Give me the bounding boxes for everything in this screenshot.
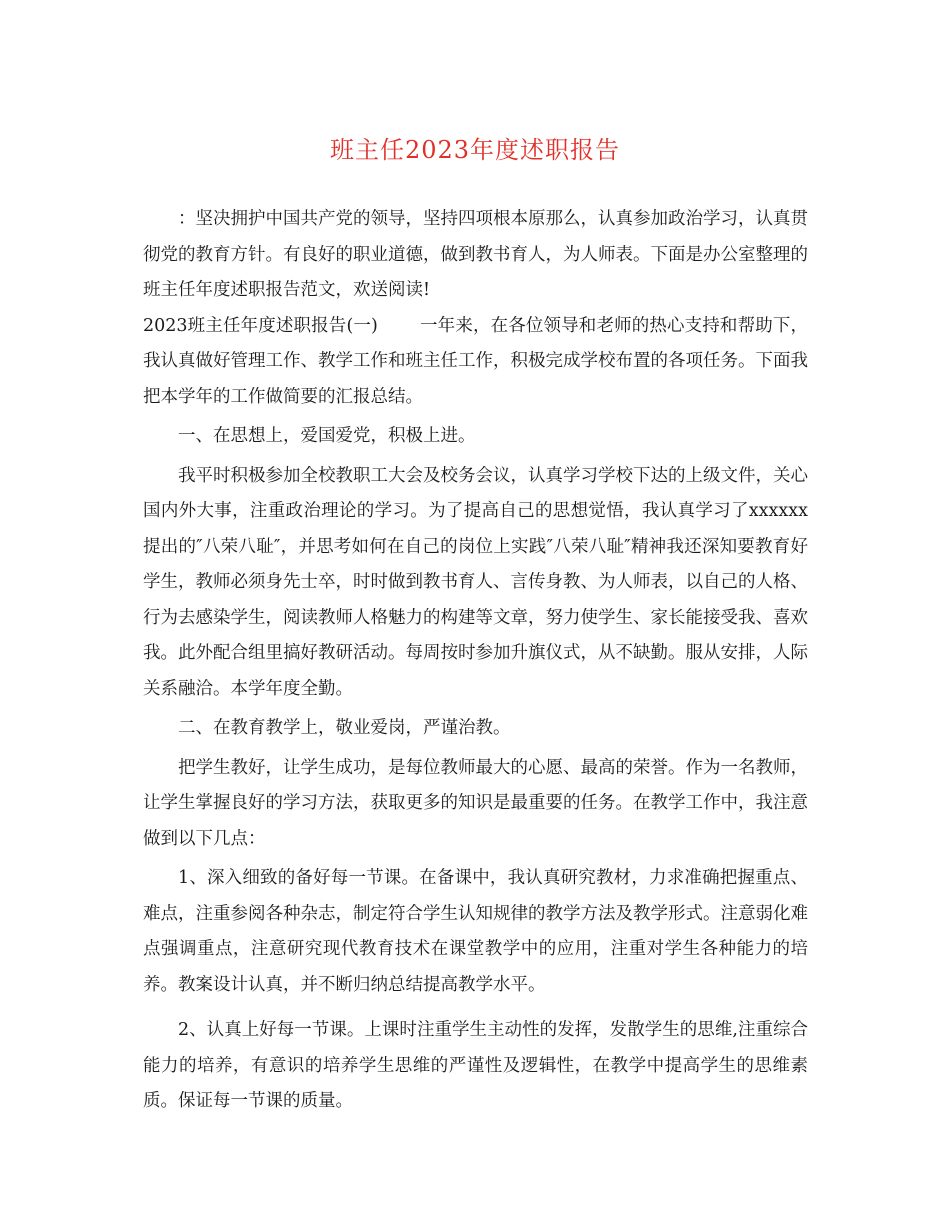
point1-paragraph: 1、深入细致的备好每一节课。在备课中，我认真研究教材，力求准确把握重点、难点，注重参阅各种杂志，制定符合学生认知规律的教学方法及教学形式。注意弱化难点强调重点，注意研究现代教育技术在课堂教学中的应用，注重对学生各种能力的培养。教案设计认真，并不断归纳总结提高教学水平。 [143, 868, 808, 995]
section1-heading: 一、在思想上，爱国爱党，积极上进。 [178, 426, 476, 446]
intro-paragraph: ：坚决拥护中国共产党的领导，坚持四项根本原那么，认真参加政治学习，认真贯彻党的教育方针。有良好的职业道德，做到教书育人，为人师表。下面是办公室整理的班主任年度述职报告范文，欢送阅读! [143, 209, 808, 300]
section2-heading: 二、在教育教学上，敬业爱岗，严谨治教。 [178, 718, 511, 738]
report-heading: 2023班主任年度述职报告(一) [143, 315, 378, 336]
document-body [143, 202, 808, 1120]
opening-text: 一年来，在各位领导和老师的热心支持和帮助下，我认真做好管理工作、教学工作和班主任工作，积极完成学校布置的各项任务。下面我把本学年的工作做简要的汇报总结。 [143, 315, 808, 407]
document-title: 班主任2023年度述职报告 [329, 136, 621, 164]
section1-body: 我平时积极参加全校教职工大会及校务会议，认真学习学校下达的上级文件，关心国内外大事，注重政治理论的学习。为了提高自己的思想觉悟，我认真学习了xxxxxx提出的″八荣八耻″，并思考如何在自己的岗位上实践″八荣八耻″精神我还深知要教育好学生，教师必须身先士卒，时时做到教书育人、言传身教、为人师表，以自己的人格、行为去感染学生，阅读教师人格魅力的构建等文章，努力使学生、家长能接受我、喜欢我。此外配合组里搞好教研活动。每周按时参加升旗仪式，从不缺勤。服从安排，人际关系融洽。本学年度全勤。 [143, 465, 808, 699]
opening-paragraph [143, 309, 808, 416]
point2-paragraph: 2、认真上好每一节课。上课时注重学生主动性的发挥，发散学生的思维,注重综合能力的培养，有意识的培养学生思维的严谨性及逻辑性，在教学中提高学生的思维素质。保证每一节课的质量。 [143, 1020, 808, 1111]
section2-body: 把学生教好，让学生成功，是每位教师最大的心愿、最高的荣誉。作为一名教师，让学生掌握良好的学习方法，获取更多的知识是最重要的任务。在教学工作中，我注意做到以下几点： [143, 757, 808, 849]
